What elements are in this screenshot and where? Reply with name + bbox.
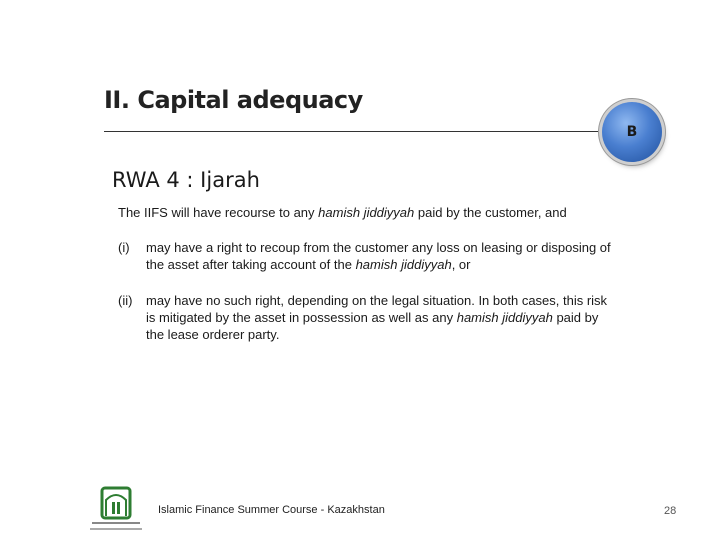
institution-logo-icon [88, 486, 144, 534]
section-badge [602, 102, 662, 162]
page-number: 28 [664, 505, 677, 517]
list-item-number: (ii) [118, 293, 133, 308]
footer-text: Islamic Finance Summer Course - Kazakhstan [158, 504, 385, 516]
slide-subtitle: RWA 4 : Ijarah [112, 168, 260, 192]
list-item-text: may have no such right, depending on the legal situation. In both cases, this risk is mitigated by the asset in possession as well as any hamish jiddiyyah paid by the lease orderer party. [146, 293, 608, 342]
list-item [118, 292, 618, 343]
list-item-number: (i) [118, 240, 130, 255]
intro-paragraph: The IIFS will have recourse to any hamish jiddiyyah paid by the customer, and [118, 205, 567, 220]
slide-title: II. Capital adequacy [104, 86, 363, 114]
list-item [118, 239, 618, 273]
section-badge-label: B [626, 124, 638, 140]
list-item-text: may have a right to recoup from the customer any loss on leasing or disposing of the asset after taking account of the hamish jiddiyyah, or [146, 240, 611, 272]
title-divider [104, 131, 598, 132]
